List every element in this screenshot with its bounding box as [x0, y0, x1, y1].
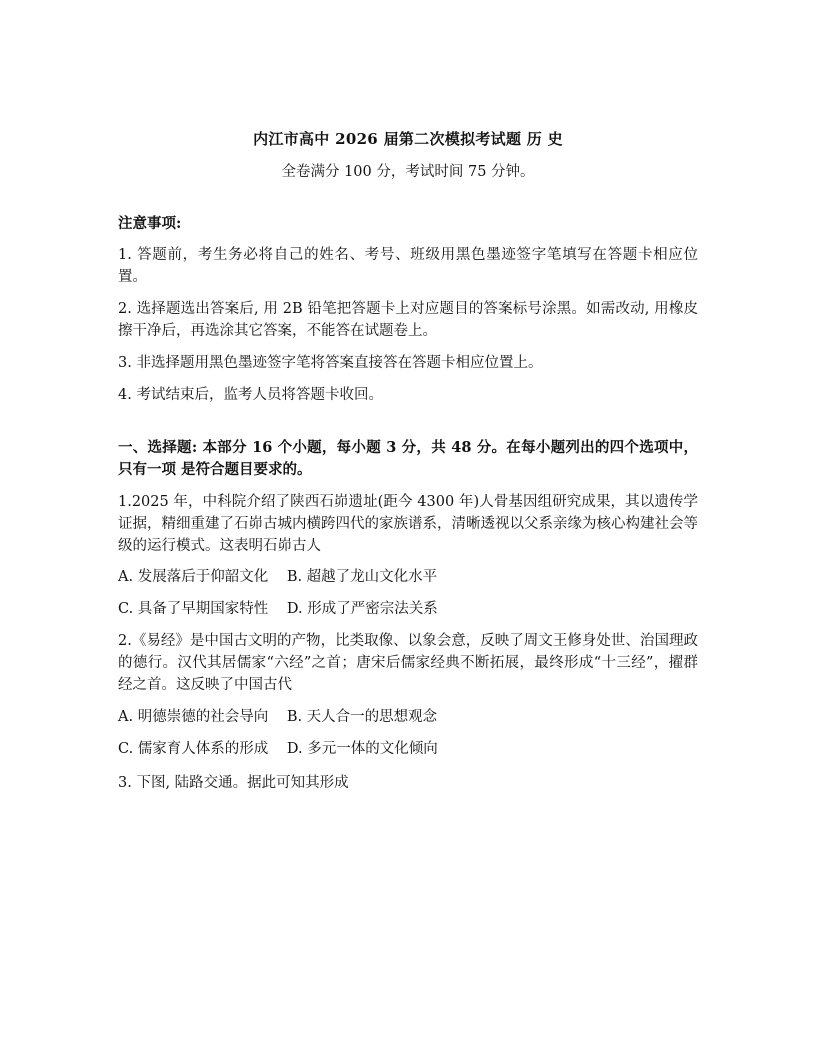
question-2-option-d: D. 多元一体的文化倾向	[286, 741, 438, 757]
question-3-stem: 3. 下图, 陆路交通。据此可知其形成	[118, 775, 349, 791]
question-1-options-row-2	[118, 598, 698, 620]
question-1-option-b: B. 超越了龙山文化水平	[286, 569, 438, 585]
question-1-option-d: D. 形成了严密宗法关系	[286, 601, 438, 617]
exam-title: 内江市高中 2026 届第二次模拟考试题 历 史	[253, 130, 563, 148]
exam-subtitle: 全卷满分 100 分，考试时间 75 分钟。	[281, 164, 535, 180]
notice-item-4: 4. 考试结束后，监考人员将答题卡收回。	[118, 387, 383, 403]
question-2-options-row-2	[118, 738, 698, 760]
section-heading: 一、选择题: 本部分 16 个小题，每小题 3 分，共 48 分。在每小题列出的四个选项中，只有一项 是符合题目要求的。	[118, 439, 698, 478]
notice-item-3: 3. 非选择题用黑色墨迹签字笔将答案直接答在答题卡相应位置上。	[118, 355, 543, 371]
question-1-stem: 1.2025 年，中科院介绍了陕西石峁遗址(距今 4300 年)人骨基因组研究成果，其以遗传学证据，精细重建了石峁古城内横跨四代的家族谱系，清晰透视以父系亲缘为核心构建社会等级的运行模式。这表明石峁古人	[118, 494, 698, 554]
question-1-options-row-1	[118, 566, 698, 588]
question-2-option-c: C. 儒家育人体系的形成	[118, 741, 269, 757]
question-2-options-row-1	[118, 706, 698, 728]
question-2-stem: 2.《易经》是中国古文明的产物，比类取像、以象会意，反映了周文王修身处世、治国理政的德行。汉代其居儒家“六经”之首；唐宋后儒家经典不断拓展，最终形成“十三经”，擢群经之首。这反映了中国古代	[118, 633, 698, 693]
notice-heading: 注意事项:	[118, 215, 182, 232]
question-2-option-b: B. 天人合一的思想观念	[286, 709, 438, 725]
notice-item-2: 2. 选择题选出答案后, 用 2B 铅笔把答题卡上对应题目的答案标号涂黑。如需改动, 用橡皮擦干净后，再选涂其它答案，不能答在试题卷上。	[118, 301, 698, 339]
question-1-option-c: C. 具备了早期国家特性	[118, 601, 269, 617]
question-1-option-a: A. 发展落后于仰韶文化	[118, 569, 269, 585]
notice-item-1: 1. 答题前，考生务必将自己的姓名、考号、班级用黑色墨迹签字笔填写在答题卡相应位置。	[118, 247, 698, 285]
question-2-option-a: A. 明德崇德的社会导向	[118, 709, 269, 725]
